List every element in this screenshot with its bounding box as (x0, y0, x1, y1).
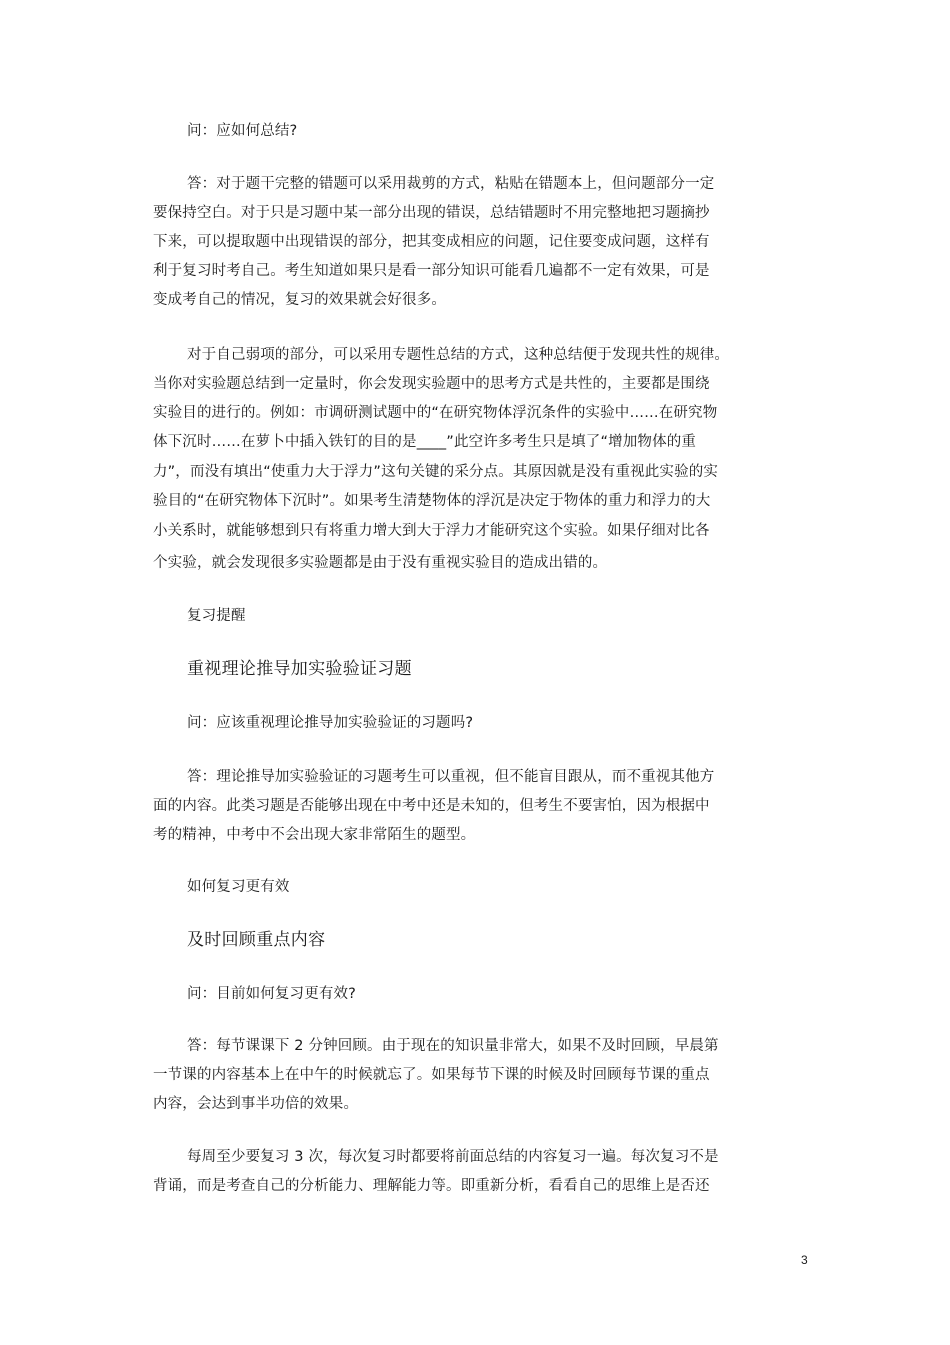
section-heading: 重视理论推导加实验验证习题 (187, 659, 412, 679)
section-label-review-reminder: 复习提醒 (187, 608, 246, 624)
answer-line: 要保持空白。对于只是习题中某一部分出现的错误，总结错题时不用完整地把习题摘抄 (153, 205, 710, 221)
paragraph-line: 体下沉时……在萝卜中插入铁钉的目的是____”此空许多考生只是填了“增加物体的重 (153, 434, 697, 450)
paragraph-line: 背诵，而是考查自己的分析能力、理解能力等。即重新分析，看看自己的思维上是否还 (153, 1178, 710, 1194)
paragraph-line: 力”，而没有填出“使重力大于浮力”这句关键的采分点。其原因就是没有重视此实验的实 (153, 464, 719, 480)
paragraph-line: 对于自己弱项的部分，可以采用专题性总结的方式，这种总结便于发现共性的规律。 (187, 347, 730, 363)
answer-line: 答：理论推导加实验验证的习题考生可以重视，但不能盲目跟从，而不重视其他方 (187, 769, 715, 785)
answer-line: 下来，可以提取题中出现错误的部分，把其变成相应的问题，记住要变成问题，这样有 (153, 234, 710, 250)
paragraph-line: 当你对实验题总结到一定量时，你会发现实验题中的思考方式是共性的，主要都是围绕 (153, 376, 710, 392)
answer-line: 利于复习时考自己。考生知道如果只是看一部分知识可能看几遍都不一定有效果，可是 (153, 263, 710, 279)
answer-line: 答：对于题干完整的错题可以采用裁剪的方式，粘贴在错题本上，但问题部分一定 (187, 176, 715, 192)
section-heading: 及时回顾重点内容 (187, 930, 326, 950)
answer-line: 一节课的内容基本上在中午的时候就忘了。如果每节下课的时候及时回顾每节课的重点 (153, 1067, 710, 1083)
answer-line: 变成考自己的情况，复习的效果就会好很多。 (153, 292, 446, 308)
paragraph-line: 小关系时，就能够想到只有将重力增大到大于浮力才能研究这个实验。如果仔细对比各 (153, 523, 710, 539)
paragraph-line: 实验目的进行的。例如：市调研测试题中的“在研究物体浮沉条件的实验中……在研究物 (153, 405, 718, 421)
answer-line: 考的精神，中考中不会出现大家非常陌生的题型。 (153, 827, 476, 843)
page-number: 3 (801, 1253, 808, 1267)
section-label-effective-review: 如何复习更有效 (187, 879, 290, 895)
question-effective: 问：目前如何复习更有效? (187, 986, 356, 1002)
question-summarize: 问：应如何总结? (187, 123, 298, 139)
paragraph-line: 个实验，就会发现很多实验题都是由于没有重视实验目的造成出错的。 (153, 555, 608, 571)
answer-line: 面的内容。此类习题是否能够出现在中考中还是未知的，但考生不要害怕，因为根据中 (153, 798, 710, 814)
paragraph-line: 每周至少要复习 3 次，每次复习时都要将前面总结的内容复习一遍。每次复习不是 (187, 1149, 719, 1165)
question-theory: 问：应该重视理论推导加实验验证的习题吗? (187, 715, 474, 731)
paragraph-line: 验目的“在研究物体下沉时”。如果考生清楚物体的浮沉是决定于物体的重力和浮力的大 (153, 493, 711, 509)
answer-line: 答：每节课课下 2 分钟回顾。由于现在的知识量非常大，如果不及时回顾，早晨第 (187, 1038, 719, 1054)
answer-line: 内容，会达到事半功倍的效果。 (153, 1096, 359, 1112)
